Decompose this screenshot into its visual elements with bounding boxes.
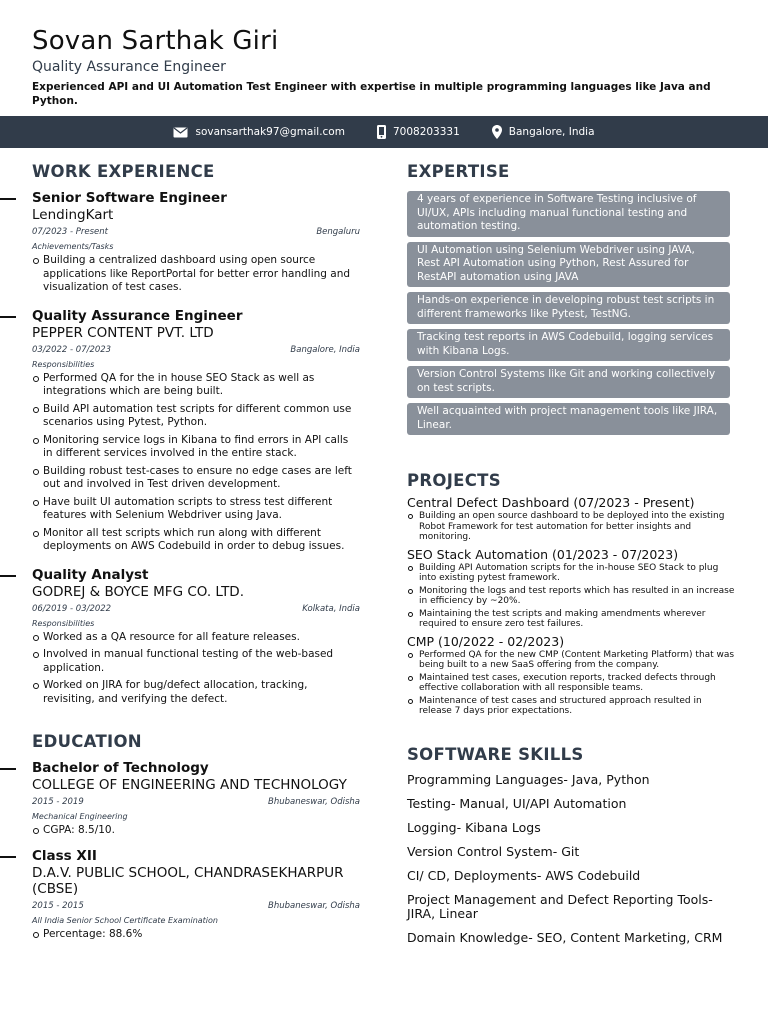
job-bullets	[32, 254, 360, 295]
education-dates: 2015 - 2015	[32, 900, 84, 911]
education-bullet: Percentage: 88.6%	[32, 928, 360, 942]
skill-item: Project Management and Defect Reporting Tools- JIRA, Linear	[407, 891, 713, 921]
project-entry	[407, 495, 737, 543]
degree-title: Class XII	[32, 847, 97, 864]
skill-item: Testing- Manual, UI/API Automation	[407, 795, 627, 811]
project-bullet: Maintained test cases, execution reports, tracked defects through effective collaboration with all responsible teams.	[407, 673, 737, 694]
degree-title: Bachelor of Technology	[32, 760, 209, 776]
candidate-name: Sovan Sarthak Giri	[32, 26, 279, 56]
job-company: PEPPER CONTENT PVT. LTD	[32, 324, 214, 341]
software-skills-title: SOFTWARE SKILLS	[407, 744, 584, 764]
project-bullets	[407, 650, 737, 717]
resume-header	[32, 24, 752, 108]
expertise-item: Version Control Systems like Git and working collectively on test scripts.	[407, 366, 730, 398]
job-bullet: Involved in manual functional testing of the web-based application.	[32, 648, 360, 675]
contact-location	[492, 125, 595, 139]
job-company: LendingKart	[32, 207, 114, 223]
projects-title: PROJECTS	[407, 471, 501, 490]
expertise-list	[407, 191, 737, 435]
project-bullet: Maintenance of test cases and structured approach resulted in release 7 days prior expectations.	[407, 696, 737, 717]
school-name: COLLEGE OF ENGINEERING AND TECHNOLOGY	[32, 777, 347, 793]
job-meta	[32, 603, 360, 615]
education-bullets	[32, 824, 360, 838]
job-label: Responsibilities	[32, 618, 95, 628]
expertise-item: UI Automation using Selenium Webdriver using JAVA, Rest API Automation using Python, Rest Assured for RestAPI automation using JAVA	[407, 242, 730, 288]
job-bullet: Build API automation test scripts for different common use scenarios using Pytest, Python.	[32, 403, 360, 430]
job-bullets	[32, 372, 360, 554]
education-label: Mechanical Engineering	[32, 812, 128, 821]
job-location: Bangalore, India	[290, 344, 360, 355]
job-bullet: Performed QA for the in house SEO Stack as well as integrations which are being built.	[32, 372, 360, 399]
education-label: All India Senior School Certificate Examination	[32, 915, 218, 925]
phone-icon	[377, 125, 386, 139]
education-dates: 2015 - 2019	[32, 797, 84, 807]
school-name: D.A.V. PUBLIC SCHOOL, CHANDRASEKHARPUR (CBSE)	[32, 864, 344, 897]
project-bullet: Building an open source dashboard to be deployed into the existing Robot Framework for test automation for better insights and monitoring.	[407, 511, 737, 543]
skill-item: Domain Knowledge- SEO, Content Marketing, CRM	[407, 929, 723, 945]
project-bullet: Performed QA for the new CMP (Content Marketing Platform) that was being built to a new SaaS offering from the company.	[407, 650, 737, 671]
project-entry	[407, 547, 737, 630]
contact-email-text: sovansarthak97@gmail.com	[195, 126, 345, 138]
job-location: Kolkata, India	[302, 603, 360, 614]
skills-list	[407, 773, 737, 945]
education-bullet: CGPA: 8.5/10.	[32, 824, 360, 838]
job-bullets	[32, 631, 360, 707]
contact-bar	[0, 116, 768, 148]
expertise-item: Hands-on experience in developing robust test scripts in different frameworks like Pytest, TestNG.	[407, 292, 730, 324]
education-meta	[32, 796, 360, 808]
expertise-item: 4 years of experience in Software Testing inclusive of UI/UX, APIs including manual functional testing and automation testing.	[407, 191, 730, 237]
job-company: GODREJ & BOYCE MFG CO. LTD.	[32, 583, 244, 600]
entry-marker	[0, 316, 16, 318]
expertise-title: EXPERTISE	[407, 162, 510, 181]
job-bullet: Monitor all test scripts which run along with different deployments on AWS Codebuild in order to debug issues.	[32, 527, 360, 554]
education-entry	[32, 848, 360, 942]
job-bullet: Building a centralized dashboard using open source applications like ReportPortal for better error handling and visualization of test cases.	[32, 254, 360, 295]
job-meta	[32, 344, 360, 356]
education-title: EDUCATION	[32, 732, 142, 751]
job-title: Quality Assurance Engineer	[32, 307, 243, 324]
project-title: Central Defect Dashboard (07/2023 - Present)	[407, 495, 695, 510]
job-dates: 07/2023 - Present	[32, 227, 109, 237]
skill-item: CI/ CD, Deployments- AWS Codebuild	[407, 867, 641, 883]
education-location: Bhubaneswar, Odisha	[267, 797, 360, 807]
project-entry	[407, 634, 737, 717]
job-title: Quality Analyst	[32, 566, 149, 583]
left-column	[32, 160, 360, 945]
expertise-item: Tracking test reports in AWS Codebuild, logging services with Kibana Logs.	[407, 329, 730, 361]
education-entry	[32, 760, 360, 838]
contact-email[interactable]	[173, 126, 345, 138]
skill-item: Logging- Kibana Logs	[407, 819, 541, 835]
job-entry	[32, 308, 360, 554]
right-column	[407, 160, 737, 955]
email-icon	[173, 127, 188, 138]
skill-item: Version Control System- Git	[407, 843, 580, 859]
candidate-role: Quality Assurance Engineer	[32, 59, 226, 75]
job-dates: 03/2022 - 07/2023	[32, 344, 112, 355]
skill-item: Programming Languages- Java, Python	[407, 771, 650, 787]
job-bullet: Monitoring service logs in Kibana to find errors in API calls in different services involved in the entire stack.	[32, 434, 360, 461]
entry-marker	[0, 575, 16, 577]
job-bullet: Worked as a QA resource for all feature releases.	[32, 631, 360, 645]
contact-phone[interactable]	[377, 125, 460, 139]
project-title: SEO Stack Automation (01/2023 - 07/2023)	[407, 546, 679, 562]
project-bullet: Monitoring the logs and test reports which has resulted in an increase in efficiency by ~20%.	[407, 586, 737, 607]
contact-phone-text: 7008203331	[392, 126, 460, 138]
job-label: Responsibilities	[32, 359, 95, 369]
contact-location-text: Bangalore, India	[508, 126, 595, 138]
job-location: Bengaluru	[316, 227, 360, 237]
education-location: Bhubaneswar, Odisha	[267, 900, 360, 911]
job-bullet: Worked on JIRA for bug/defect allocation, tracking, revisiting, and verifying the defect.	[32, 679, 360, 706]
job-dates: 06/2019 - 03/2022	[32, 603, 112, 614]
job-label: Achievements/Tasks	[32, 242, 114, 251]
education-bullets	[32, 928, 360, 942]
work-experience-title: WORK EXPERIENCE	[32, 162, 215, 181]
job-entry	[32, 567, 360, 707]
job-bullet: Building robust test-cases to ensure no edge cases are left out and involved in Test driven development.	[32, 465, 360, 492]
project-title: CMP (10/2022 - 02/2023)	[407, 633, 565, 649]
job-bullet: Have built UI automation scripts to stress test different features with Selenium Webdriver using Java.	[32, 496, 360, 523]
project-bullet: Building API Automation scripts for the in-house SEO Stack to plug into existing pytest framework.	[407, 563, 737, 584]
job-title: Senior Software Engineer	[32, 190, 227, 206]
education-meta	[32, 900, 360, 912]
job-entry	[32, 190, 360, 295]
location-pin-icon	[492, 125, 502, 139]
project-bullet: Maintaining the test scripts and making amendments wherever required to ensure zero test failures.	[407, 609, 737, 630]
entry-marker	[0, 198, 16, 200]
candidate-summary: Experienced API and UI Automation Test Engineer with expertise in multiple programming languages like Java and Python.	[32, 81, 711, 107]
project-bullets	[407, 563, 737, 630]
project-bullets	[407, 511, 737, 543]
expertise-item: Well acquainted with project management tools like JIRA, Linear.	[407, 403, 730, 435]
entry-marker	[0, 768, 16, 770]
entry-marker	[0, 856, 16, 858]
job-meta	[32, 226, 360, 238]
